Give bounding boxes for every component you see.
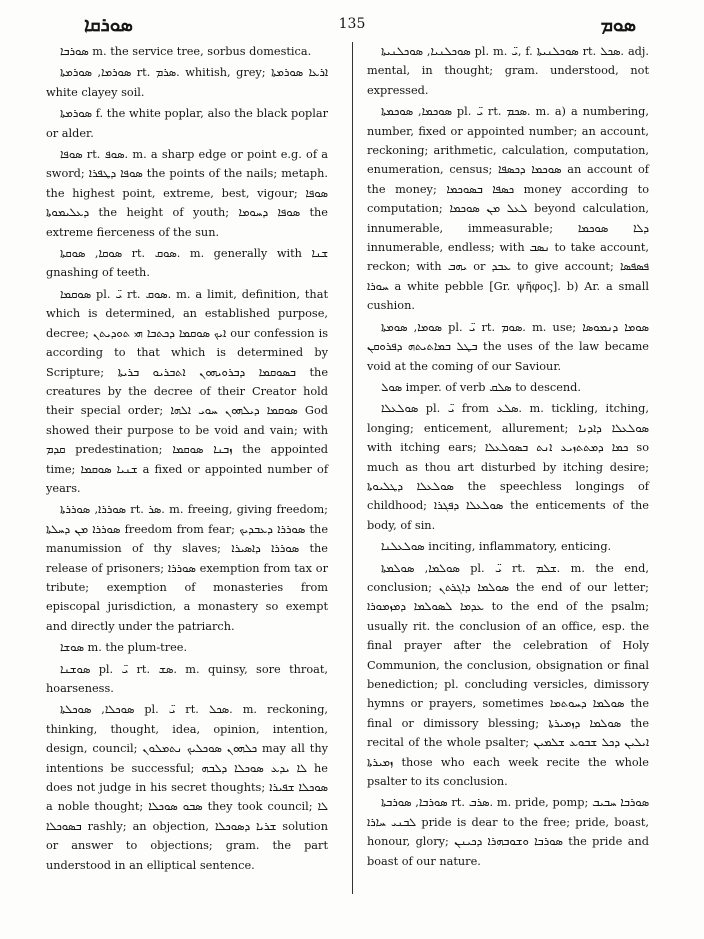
right-column xyxy=(367,42,649,873)
dictionary-entry: ܣܘܠܡܐ, ܣܘܠܡܬܐ pl. ܝ̈ rt. ܫܠܡ. m. the end, conclusion; ܣܘܠܡܐ ܕܐܓܪܬܢ the end of our letter; ܥܕܡܐ ܠܣܘܠܡܐ ܕܡܙܡܘܪܐ to the end of the psalm; usually rit. the conclusion of an office, esp. the final prayer after the celebration of Holy Communion, the conclusion, obsignation or final benediction; pl. concluding versicles, dimissory hymns or prayers, sometimes ܣܘܠܡܐ ܕܚܘܬܡܐ the final or dimissory blessing; ܣܘܠܡܐ ܕܙܡܝܪܬܐ the recital of the whole psalter; ܐܝܠܝܢ ܕܟܠ ܫܒܘܥ ܫܠܡܝܢ ܙܡܝܪܬܐ those who each week recite the whole psalter to its conclusion. xyxy=(367,561,650,789)
dictionary-entry: ܣܘܠ imper. of verb ܣܠܩ to descend. xyxy=(381,380,581,394)
dictionary-entry: ܣܘܩܡܐ pl. ܝ̈ rt. ܣܘܩ. m. a limit, definition, that which is determined, an established purpose, decree; ܐܝܟ ܣܘܩܡܐ ܕܟܬܒܐ ܗܝ ܬܘܕܝܬܢ our confession is according to that which is determined by Scripture; ܒܣܘܩܡܐ ܕܒܪܘܝܗܘܢ ܐܬܒܪܝܘ ܒܪܝܬܐ the creatures by the decree of their Creator hold their special order; ܣܘܩܡܐ ܕܝܠܗܘܢ ܚܘܝ ܐܠܗܐ God showed their purpose to be void and vain; with ܩܕܡ predestination; ܙܒܢܐ ܣܘܩܡܐ the appointed time; ܫܢܝܐ ܣܘܩܡܐ a fixed or appointed number of years. xyxy=(46,287,329,495)
dictionary-entry: ܣܘܪܒܐ m. the service tree, sorbus domestica. xyxy=(60,45,312,58)
dictionary-entry: ܣܘܠܥܠܢܐ inciting, inflammatory, enticing. xyxy=(381,540,612,554)
dictionary-entry: ܣܘܟܠܐ, ܣܘܟܠܬܐ pl. ܝ̈ rt. ܣܟܠ. m. reckoning, thinking, thought, idea, opinion, intention, design, council; ܟܠܗܘܢ ܣܘܟܠܝܟ ܢܬܡܠܘܢ may all thy intentions be successful; ܠܐ ܝܕܥ ܣܘܟܠܐ ܕܠܒܗ he does not judge in his secret thoughts; ܣܘܟܠܐ ܫܦܝܪܐ a noble thought; ܣܒܘ ܣܘܟܠܐ they took council; ܠܐ ܒܣܘܟܠܐ rashly; an objection, ܫܪܝܐ ܕܣܘܟܠܐ solution or answer to objections; gram. the part understood in an elliptical sentence. xyxy=(46,703,329,872)
dictionary-entry: ܣܘܪܪܐ, ܣܘܪܪܬܐ rt. ܣܪ. m. freeing, giving freedom; ܣܘܪܪܐ ܡܢ ܕܚܠܬܐ freedom from fear; ܣܘܪܪܐ ܕܥܒܕܝܟ the manumission of thy slaves; ܣܘܪܪܐ ܕܐܣܝܪܐ the release of prisoners; ܣܘܪܪܐ exemption from tax or tribute; exemption of monasteries from episcopal jurisdiction, a monastery so exempt and directly under the patriarch. xyxy=(46,503,329,633)
dictionary-entry: ܣܘܠܥܠܐ pl. ܝ̈ from ܣܠܥ. m. tickling, itching, longing; enticement, allurement; ܣܘܠܥܠܐ ܕܐܕܢܐ with itching ears; ܟܡܐ ܕܡܬܬܙܝܥ ܐܢܬ ܒܣܘܠܥܠܐ so much as thou art disturbed by itching desire; ܣܘܠܥܠܐ ܕܛܠܝܘܬܐ the speechless longings of childhood; ܣܘܠܥܠܐ ܕܦܓܪܐ the enticements of the body, of sin. xyxy=(367,402,650,532)
page-number: 135 xyxy=(338,16,366,32)
dictionary-entry: ܣܘܫܢܐ pl. ܝ̈ rt. ܣܫ. m. quinsy, sore throat, hoarseness. xyxy=(46,662,328,695)
dictionary-entry: ܣܘܩܐ, ܣܘܩܬܐ rt. ܣܘܩ. m. generally with ܫܢܐ gnashing of teeth. xyxy=(46,247,328,280)
dictionary-entry: ܣܘܦܐ rt. ܣܘܦ. m. a sharp edge or point e.g. of a sword; ܣܘܦܐ ܕܛܦܪܐ the points of the nails; metaph. the highest point, extreme, best, vigour; ܣܘܦܐ ܕܥܠܝܡܘܬܐ the height of youth; ܣܘܦܐ ܕܚܘܡܐ the extreme fierceness of the sun. xyxy=(46,148,329,239)
dictionary-entry: ܣܘܟܠܢܝܐ, ܣܘܟܠܢܝܬܐ pl. m. ܝ̈, f. ܣܘܟܠܢܝܬܐ rt. ܣܟܠ. adj. mental, in thought; gram. understood, not expressed. xyxy=(367,45,650,97)
dictionary-entry: ܣܘܟܡܐ, ܣܘܟܡܬܐ pl. ܝ̈ rt. ܣܟܡ. m. a) a numbering, number, fixed or appointed number; an account, reckoning; arithmetic, calculation, computation, enumeration, census; ܣܘܟܡܐ ܕܟܣܦܐ an account of the money; ܟܣܦܐ ܒܣܘܟܡܐ money according to computation; ܠܥܠ ܡܢ ܣܘܟܡܐ beyond calculation, innumerable, immeasurable; ܕܠܐ ܣܘܟܡܐ innumerable, endless; with ܢܣܒ to take account, reckon; with ܝܗܒ or ܥܒܕ to give account; ܦܣܦܣܐ ܚܘܪܐ a white pebble [Gr. ψῆφος]. b) Ar. a small cushion. xyxy=(367,105,650,313)
dictionary-entry: ܣܘܪܒܐ, ܣܘܪܒܬܐ rt. ܣܪܒ. m. pride, pomp; ܣܘܪܒܐ ܚܒܝܒ ܠܒܢܝ ܚܐܪܐ pride is dear to the free; pride, boast, honour, glory; ܣܘܪܒܐ ܘܫܘܒܗܪܐ ܕܟܝܢܢ the pride and boast of our nature. xyxy=(367,796,650,868)
header-left-word: ܣܘܪܩܐ xyxy=(84,14,133,36)
page-header xyxy=(0,14,704,38)
dictionary-entry: ܣܘܫܐ m. the plum-tree. xyxy=(60,641,188,655)
dictionary-entry: ܣܘܡܐ, ܣܘܡܬܐ pl. ܝ̈ rt. ܣܘܡ. m. use; ܣܘܡܐ ܕܢܡܘܣܐ ܒܛܠ ܒܡܐܬܝܬܗ ܕܦܪܘܩܢ the uses of the law became void at the coming of our Saviour. xyxy=(367,320,649,373)
column-divider xyxy=(352,42,353,894)
header-right-word: ܣܘܡ xyxy=(600,14,636,36)
dictionary-entry: ܣܘܪܡܬܐ f. the white poplar, also the black poplar or alder. xyxy=(46,107,328,140)
left-column xyxy=(46,42,328,877)
dictionary-entry: ܣܘܪܡܐ, ܣܘܪܡܬܐ rt. ܣܪܡ. whitish, grey; ܐܪܥܐ ܣܘܪܡܬܐ white clayey soil. xyxy=(46,66,329,99)
